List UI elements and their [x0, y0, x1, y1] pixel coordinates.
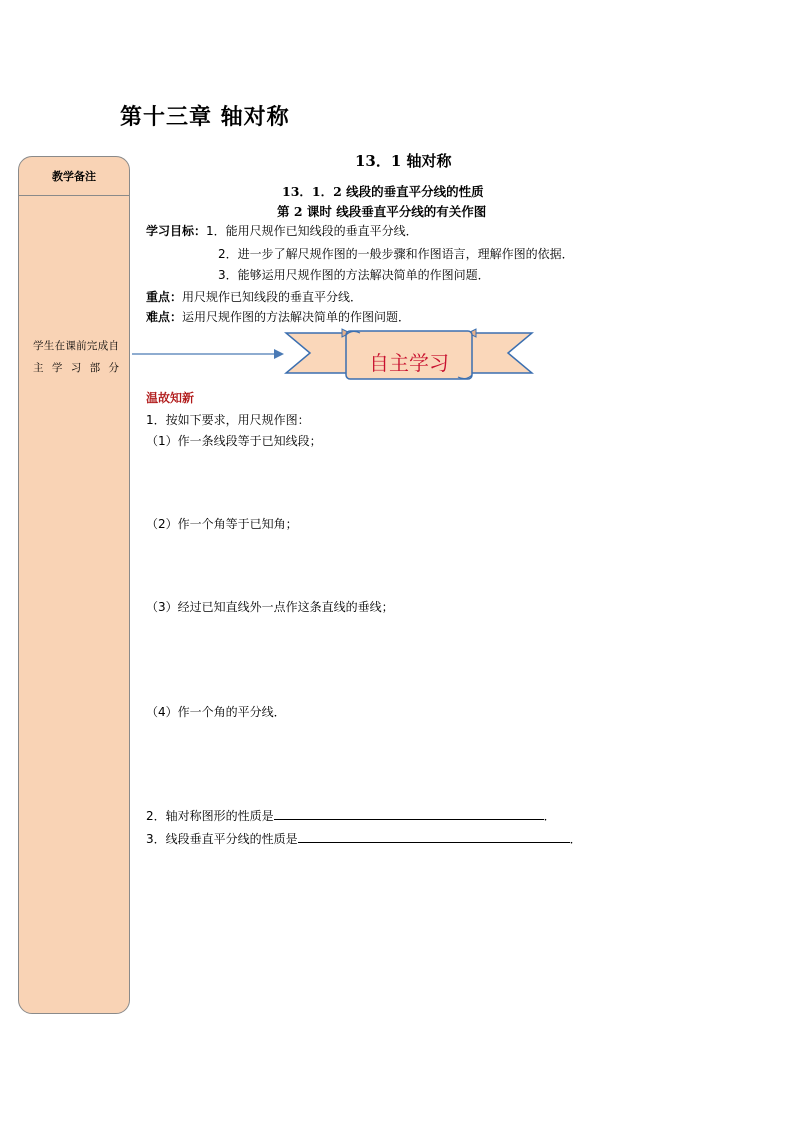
- sidebar-header: 教学备注: [19, 157, 129, 196]
- question-1-part-4: （4）作一个角的平分线．: [146, 705, 286, 719]
- arrow-right-icon: [132, 347, 284, 361]
- section-title: 13．1 轴对称: [355, 152, 452, 170]
- question-1-part-1: （1）作一条线段等于已知线段；: [146, 434, 322, 448]
- sidebar-note: 学生在课前完成自主学习部分: [33, 340, 119, 374]
- key-point: 重点：用尺规作已知线段的垂直平分线．: [146, 290, 363, 304]
- teaching-notes-sidebar: [18, 156, 130, 1014]
- banner-label: 自主学习: [369, 351, 449, 375]
- question-3: 3．线段垂直平分线的性质是 ．: [146, 832, 582, 846]
- question-1: 1．按如下要求，用尺规作图：: [146, 413, 310, 427]
- question-1-part-3: （3）经过已知直线外一点作这条直线的垂线；: [146, 600, 394, 614]
- review-heading: 温故知新: [146, 391, 195, 405]
- lesson-subtitle: 第 2 课时 线段垂直平分线的有关作图: [277, 204, 487, 219]
- objective-1: 学习目标：1．能用尺规作已知线段的垂直平分线．: [146, 224, 418, 238]
- difficulty: 难点：运用尺规作图的方法解决简单的作图问题．: [146, 310, 411, 324]
- objective-2: 2．进一步了解尺规作图的一般步骤和作图语言，理解作图的依据．: [218, 247, 574, 261]
- question-1-part-2: （2）作一个角等于已知角；: [146, 517, 298, 531]
- answer-blank-3[interactable]: [298, 830, 570, 843]
- question-2: 2．轴对称图形的性质是 ．: [146, 809, 556, 823]
- section-subtitle: 13．1．2 线段的垂直平分线的性质: [282, 184, 484, 199]
- chapter-title: 第十三章 轴对称: [120, 104, 290, 130]
- answer-blank-2[interactable]: [274, 807, 544, 820]
- objective-3: 3．能够运用尺规作图的方法解决简单的作图问题．: [218, 268, 490, 282]
